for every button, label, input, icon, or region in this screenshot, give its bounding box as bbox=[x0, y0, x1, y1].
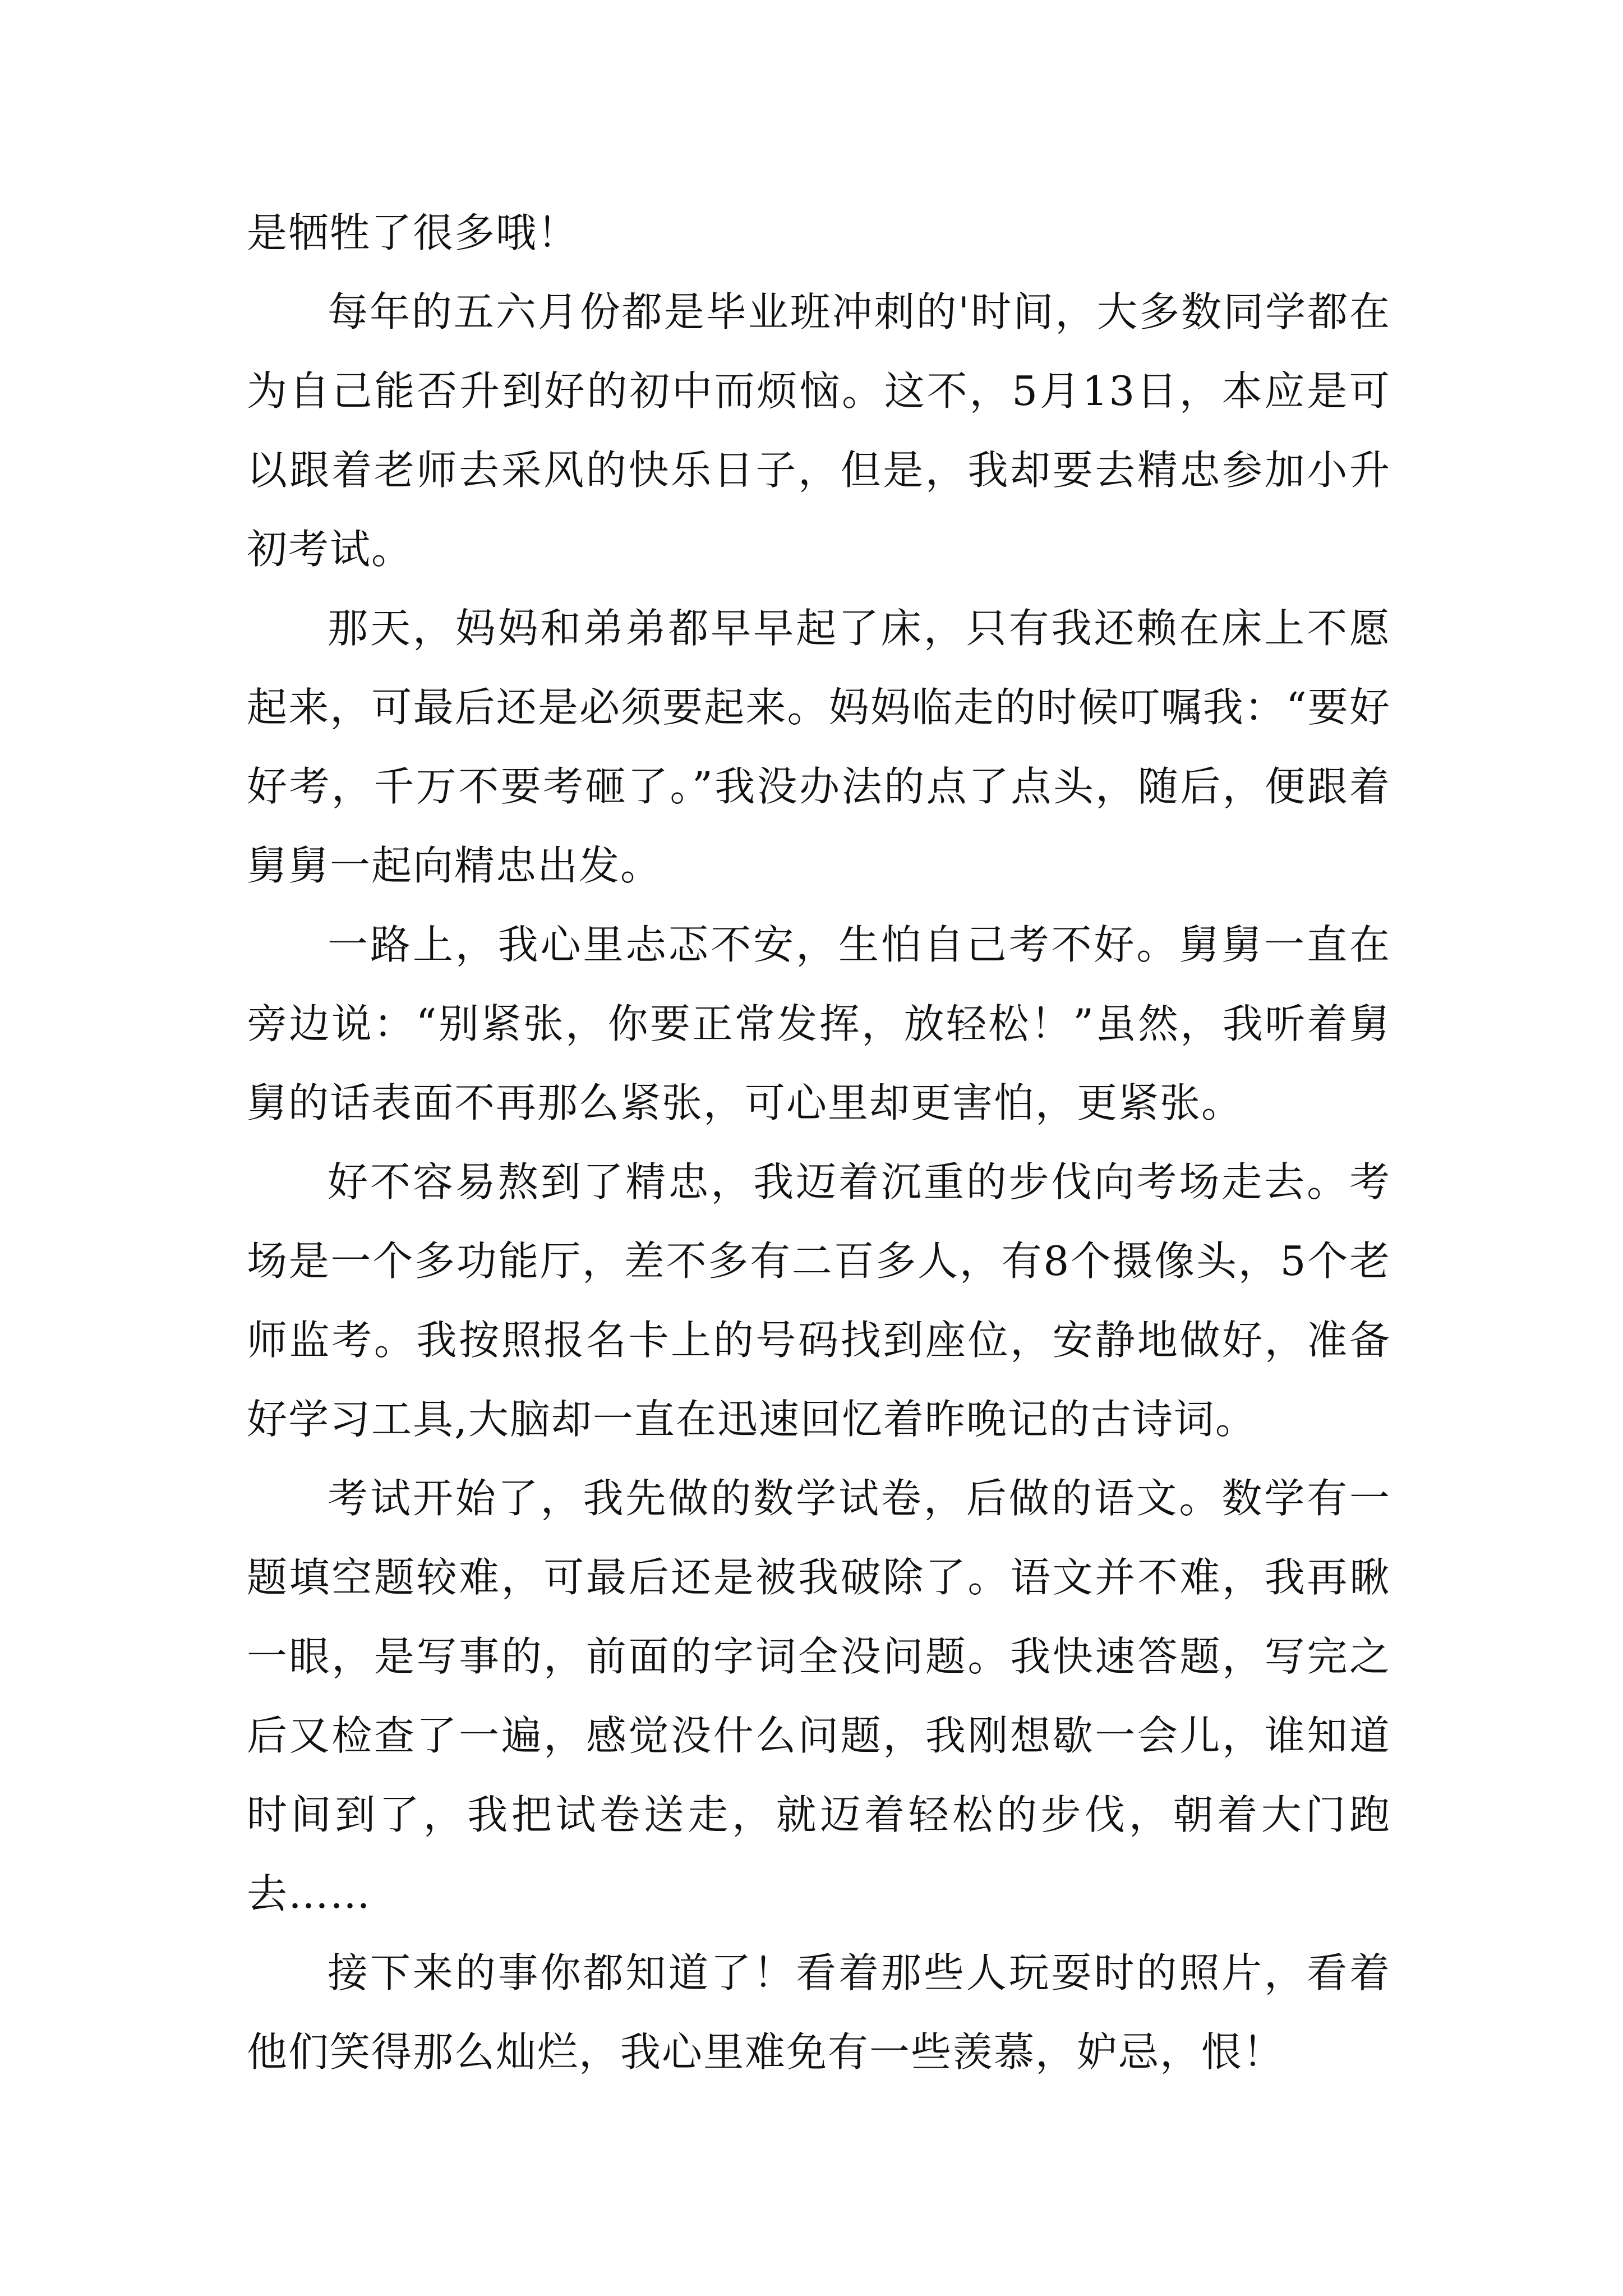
paragraph-3: 那天，妈妈和弟弟都早早起了床，只有我还赖在床上不愿起来，可最后还是必须要起来。妈妈临走的时候叮嘱我：“要好好考，千万不要考砸了。”我没办法的点了点头，随后，便跟着舅舅一起向精忠出发。 bbox=[247, 605, 1391, 889]
paragraph-2: 每年的五六月份都是毕业班冲刺的'时间，大多数同学都在为自己能否升到好的初中而烦恼。这不，5月13日，本应是可以跟着老师去采风的快乐日子，但是，我却要去精忠参加小升初考试。 bbox=[247, 288, 1391, 573]
paragraph-1: 是牺牲了很多哦！ bbox=[247, 209, 579, 256]
paragraph-4: 一路上，我心里忐忑不安，生怕自己考不好。舅舅一直在旁边说：“别紧张，你要正常发挥，放轻松！”虽然，我听着舅舅的话表面不再那么紧张，可心里却更害怕，更紧张。 bbox=[247, 921, 1391, 1126]
paragraph-6: 考试开始了，我先做的数学试卷，后做的语文。数学有一题填空题较难，可最后还是被我破除了。语文并不难，我再瞅一眼，是写事的，前面的字词全没问题。我快速答题，写完之后又检查了一遍，感觉没什么问题，我刚想歇一会儿，谁知道时间到了，我把试卷送走，就迈着轻松的步伐，朝着大门跑去…… bbox=[247, 1475, 1391, 1917]
paragraph-5: 好不容易熬到了精忠，我迈着沉重的步伐向考场走去。考场是一个多功能厅，差不多有二百多人，有8个摄像头，5个老师监考。我按照报名卡上的号码找到座位，安静地做好，准备好学习工具,大脑却一直在迅速回忆着昨晚记的古诗词。 bbox=[247, 1158, 1391, 1443]
essay-body bbox=[247, 194, 1391, 2092]
paragraph-7: 接下来的事你都知道了！看着那些人玩耍时的照片，看着他们笑得那么灿烂，我心里难免有一些羡慕，妒忌，恨！ bbox=[247, 1949, 1391, 2076]
